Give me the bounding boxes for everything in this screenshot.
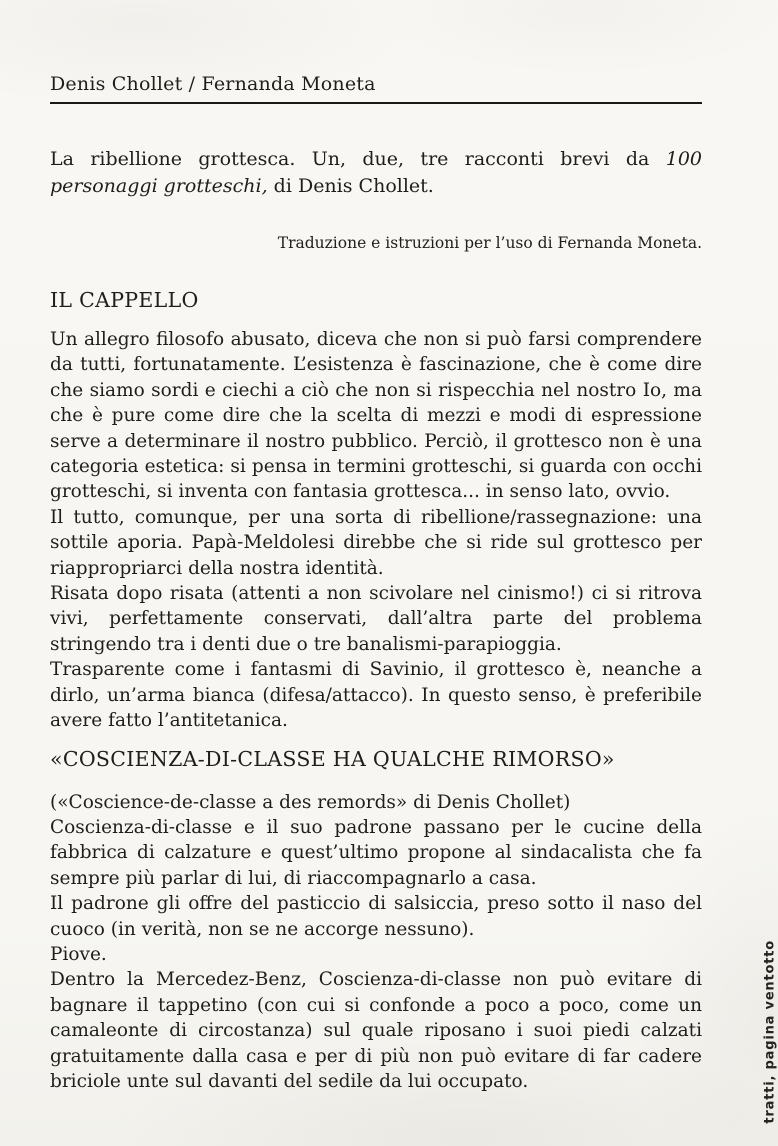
paragraph: Un allegro filosofo abusato, diceva che non si può farsi comprendere da tutti, fortunatamente. L’esistenza è fascinazione, che è come dire che siamo sordi e ciechi a ciò che non si rispecchia nel nostro Io, ma che è pure come dire che la scelta di mezzi e modi di espressione serve a determinare il nostro pubblico. Perciò, il grottesco non è una categoria estetica: si pensa in termini grotteschi, si guarda con occhi grotteschi, si inventa con fantasia grottesca... in senso lato, ovvio. [50,329,702,503]
header-rule [50,102,702,104]
paragraph: Coscienza-di-classe e il suo padrone passano per le cucine della fabbrica di calzature e quest’ultimo propone al sindacalista che fa sempre più parlar di lui, di riaccompagnarlo a casa. [50,816,702,889]
paragraph: Trasparente come i fantasmi di Savinio, il grottesco è, neanche a dirlo, un’arma bianca (difesa/attacco). In questo senso, è preferibile avere fatto l’antitetanica. [50,659,702,732]
page-number-vertical-marker: tratti, pagina ventotto [763,940,778,1124]
paragraph: Il padrone gli offre del pasticcio di salsiccia, preso sotto il naso del cuoco (in verità, non se ne accorge nessuno). [50,893,702,940]
authors-byline: Denis Chollet / Fernanda Moneta [50,73,376,95]
section-il-cappello [50,289,702,734]
paragraph-original-title: («Coscience-de-classe a des remords» di Denis Chollet) [50,791,571,813]
section-heading-il-cappello: IL CAPPELLO [50,288,199,312]
page-content [50,0,702,1094]
translation-credit-line: Traduzione e istruzioni per l’uso di Fernanda Moneta. [277,234,702,252]
intro-text-before-title: La ribellione grottesca. Un, due, tre racconti brevi da [50,148,666,170]
section-coscienza-di-classe [50,748,702,1095]
intro-text-after-title: di Denis Chollet. [267,175,434,197]
intro-book-title-italic: 100 personaggi grotteschi, [50,148,702,197]
paragraph: Dentro la Mercedez-Benz, Coscienza-di-classe non può evitare di bagnare il tappetino (con cui si confonde a poco a poco, come un camaleonte di circostanza) sul quale riposano i suoi piedi calzati gratuitamente dalla casa e per di più non può evitare di far cadere briciole unte sul davanti del sedile da lui occupato. [50,969,702,1092]
paragraph: Risata dopo risata (attenti a non scivolare nel cinismo!) ci si ritrova vivi, perfettamente conservati, dall’altra parte del problema stringendo tra i denti due o tre banalismi-parapioggia. [50,583,702,655]
paragraph: Il tutto, comunque, per una sorta di ribellione/rassegnazione: una sottile aporia. Papà-Meldolesi direbbe che si ride sul grottesco per riappropriarci della nostra identità. [50,506,702,579]
paragraph: Piove. [50,943,107,965]
intro-paragraph [50,146,702,200]
section-heading-coscienza-di-classe: «COSCIENZA-DI-CLASSE HA QUALCHE RIMORSO» [50,746,615,771]
